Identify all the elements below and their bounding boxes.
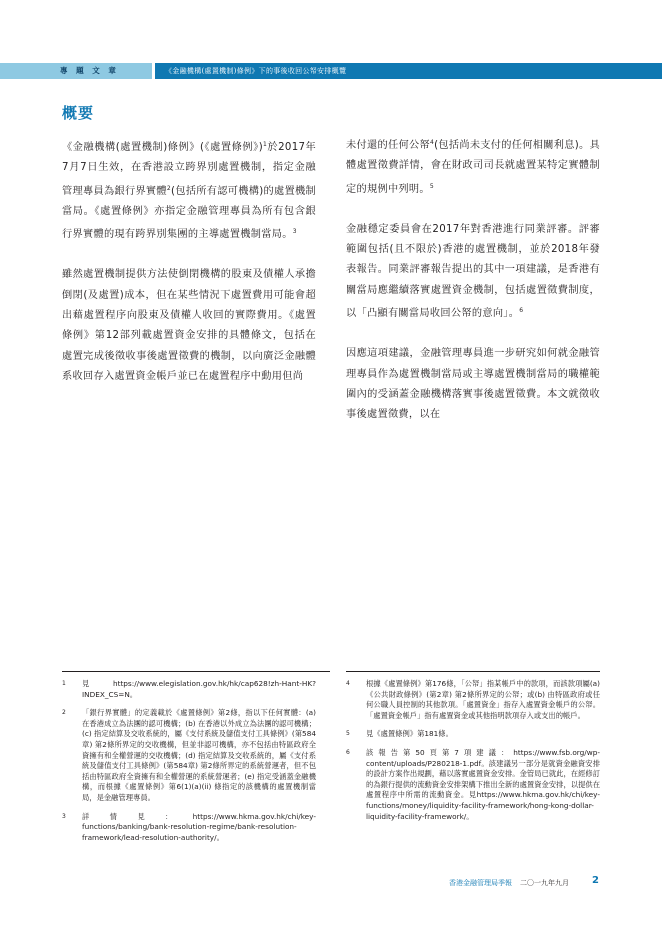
publication-date: 二〇一九年九月 (520, 879, 569, 887)
article-running-title: 《金融機構(處置機制)條例》下的事後收回公帑安排概覽 (155, 63, 662, 79)
footnote-number: 5 (346, 730, 350, 738)
publication-name: 香港金融管理局季報 (449, 879, 512, 887)
footnote-ref[interactable]: 6 (519, 307, 524, 315)
footnote-text: 見《處置條例》第181條。 (366, 729, 453, 739)
footnote-number: 1 (62, 680, 66, 687)
section-label: 專 題 文 章 (0, 63, 152, 79)
footnote (346, 679, 600, 721)
footnote-text: 根據《處置條例》第176條，「公帑」指某帳戶中的款項，而該款項屬(a)《公共財政條例》(第2章) 第2條所界定的公帑；或(b) 由特區政府或任何公職人員控制的其他款項。「處置資金」指存入處置資金帳戶的公帑。「處置資金帳戶」指有處置資金或其他指明款項存入或支出的帳戶。 (366, 679, 600, 720)
footnote (62, 679, 316, 700)
paragraph-5: 因應這項建議，金融管理專員進一步研究如何就金融管理專員作為處置機制當局或主導處置機制當局的職權範圍內的受涵蓋金融機構落實事後處置徵費。本文就徵收事後處置徵費，以在 (346, 348, 600, 421)
body-column-left (62, 135, 316, 387)
paragraph-4 (346, 220, 600, 324)
text: 於2017年7月7日生效，在香港設立跨界別處置機制，指定金融管理專員為銀行界實體 (62, 142, 317, 197)
paragraph-1 (62, 135, 316, 245)
body-column-right (346, 133, 600, 426)
running-header (0, 63, 662, 79)
footnote-text: 詳情見：https://www.hkma.gov.hk/chi/key-functions/banking/bank-resolution-regime/bank-resolution-framework/lead-resolution-authority/。 (82, 811, 316, 842)
text: 金融穩定委員會在2017年對香港進行同業評審。評審範圍包括(且不限於)香港的處置機制，並於2018年發表報告。同業評審報告提出的其中一項建議，是香港有關當局應繼續落實處置資金機制，包括處置徵費制度，以「凸顯有關當局收回公帑的意向」。 (346, 223, 600, 320)
footnote (346, 748, 600, 822)
footnotes-right (346, 679, 600, 830)
footnote-text: 「銀行界實體」的定義載於《處置條例》第2條，指以下任何實體：(a) 在香港成立為法團的認可機構；(b) 在香港以外成立為法團的認可機構；(c) 指定結算及交收系統的，屬《支付系統及儲值支付工具條例》(第584章) 第2條所界定的交收機構，但並非認可機構，亦不包括由特區政府全資擁有和全權營運的交收機構；(d) 指定結算及交收系統的，屬《支付系統及儲值支付工具條例》(第584章) 第2條所界定的系統營運者，但不包括由特區政府全資擁有和全權營運的系統營運者；(e) 指定受涵蓋金融機構，而根據《處置條例》第6(1)(a)(ii) 條指定的該機構的處置機制當局，是金融管理專員。 (82, 708, 316, 802)
footnote-number: 2 (62, 709, 66, 717)
page-number: 2 (592, 875, 599, 886)
footnote-divider-left (62, 671, 330, 672)
page-footer (0, 876, 662, 890)
footnote-text: 該報告第50頁第7項建議：https://www.fsb.org/wp-content/uploads/P280218-1.pdf。該建議另一部分是就資金融資安排的設計方案作出規劃，藉以落實處置資金安排。金管局已就此，在經修訂的為銀行提供的流動資金安排架構下推出全新的處置資金安排，以提供在處置程序中所需的流動資金。見https://www.hkma.gov.hk/chi/key-functions/money/liquidity-facility-framework/hong-kong-dollar-liquidity-facility-framework/。 (366, 747, 600, 821)
footnote-divider-right (346, 671, 600, 672)
text: (包括所有認可機構)的處置機制當局。《處置條例》亦指定金融管理專員為所有包含銀行界實體的現有跨界別集團的主導處置機制當局。 (62, 185, 316, 241)
footnotes-left (62, 679, 316, 851)
footnote-number: 3 (62, 812, 66, 820)
footnote-ref[interactable]: 5 (429, 182, 435, 190)
section-heading: 概要 (62, 104, 95, 122)
footnote-number: 6 (346, 748, 350, 756)
footnote-ref[interactable]: 4 (429, 139, 435, 146)
paragraph-2: 雖然處置機制提供方法使倒閉機構的股東及債權人承擔倒閉(及處置)成本，但在某些情況下處置費用可能會超出藉處置程序向股東及債權人收回的實際費用。《處置條例》第12部列載處置資金安排的具體條文，包括在處置完成後徵收事後處置徵費的機制，以向廣泛金融體系收回存入處置資金帳戶並已在處置程序中動用但尚 (62, 269, 316, 382)
footnote (346, 729, 600, 740)
text: (包括尚未支付的任何相關利息)。具體處置徵費詳情，會在財政司司長就處置某特定實體制定的規例中列明。 (346, 140, 600, 195)
footnote-ref[interactable]: 1 (263, 141, 268, 148)
footnote-text: 見https://www.elegislation.gov.hk/hk/cap628!zh-Hant-HK?INDEX_CS=N。 (82, 679, 316, 699)
footnote (62, 812, 316, 844)
footnote-number: 4 (346, 680, 350, 687)
footnote (62, 708, 316, 803)
text: 未付還的任何公帑 (346, 140, 430, 151)
footnote-ref[interactable]: 2 (166, 184, 172, 192)
text: 《金融機構(處置機制)條例》(《處置條例》) (62, 142, 264, 153)
paragraph-3 (346, 133, 600, 200)
footnote-ref[interactable]: 3 (292, 228, 297, 236)
